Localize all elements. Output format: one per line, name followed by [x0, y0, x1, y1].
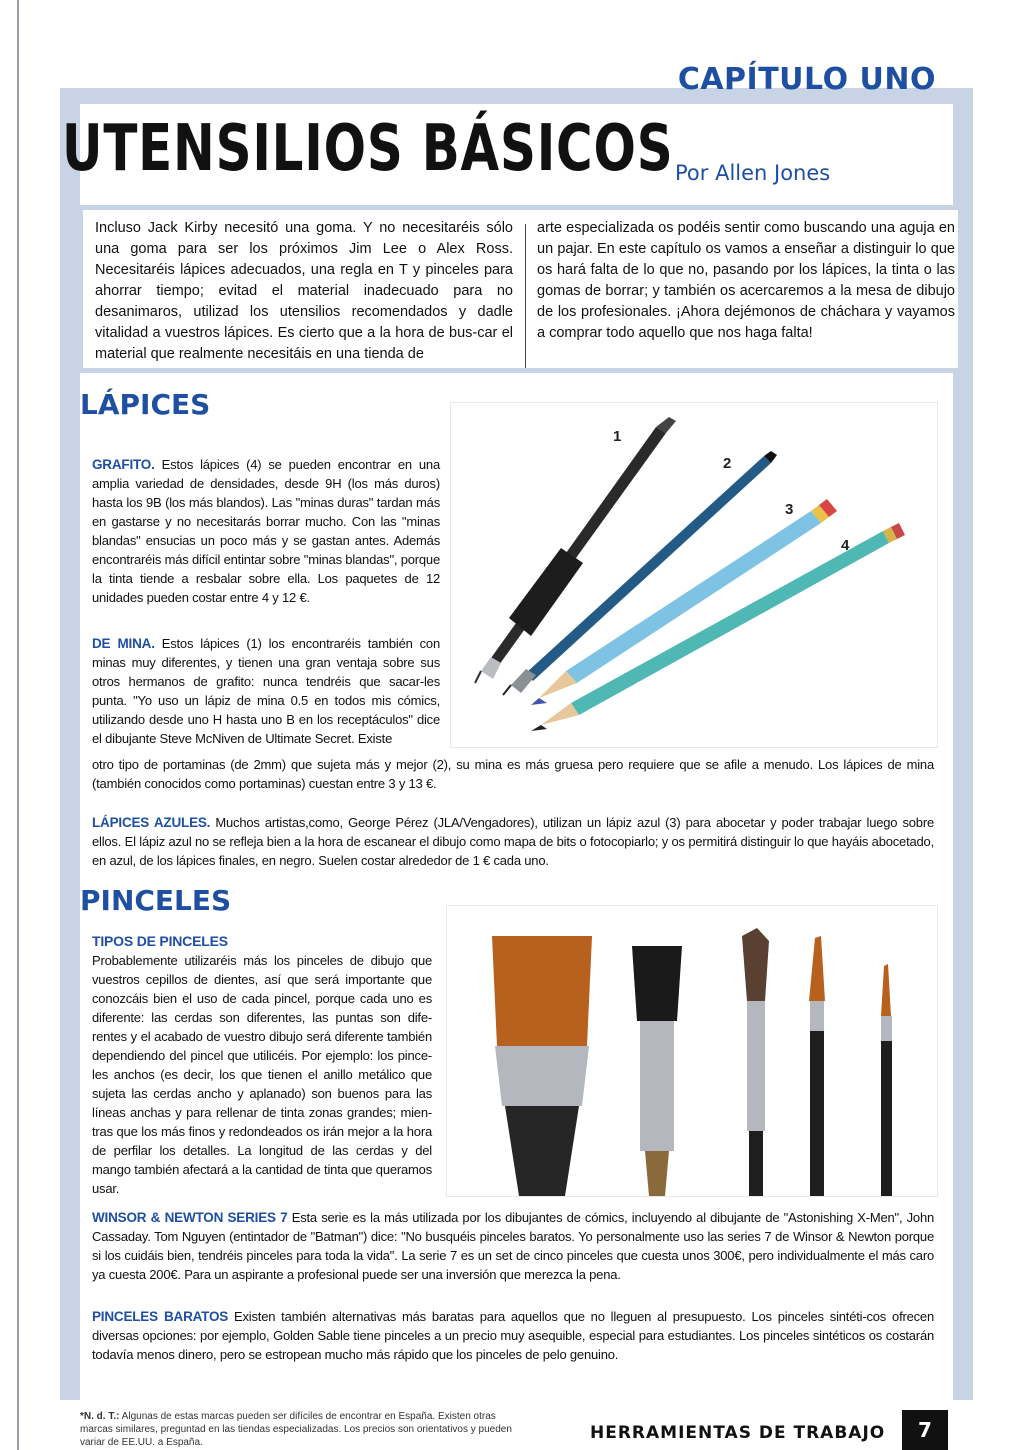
round-brush-small	[809, 936, 825, 1196]
baratos-label: PINCELES BARATOS	[92, 1309, 229, 1324]
azules-text: Muchos artistas,como, George Pérez (JLA/Vengadores), utilizan un lápiz azul (3) para abocetar y poder trabajar luego sobre ellos. El lápiz azul no se refleja bien a la hora de escanear el dibujo como mapa de bits o fotocopiarlo; y os permitirá distinguir lo que hayáis abocetado, en azul, de los lápices finales, en negro. Suelen costar alrededor de 1 € cada uno.	[92, 815, 934, 868]
mechanical-pencil-1	[475, 417, 676, 683]
page-number: 7	[902, 1410, 948, 1450]
brushes-photo	[446, 905, 938, 1197]
winsor-paragraph	[92, 1208, 934, 1284]
mina-paragraph	[92, 634, 440, 748]
section-heading-pinceles: PINCELES	[80, 884, 232, 917]
tipos-label: TIPOS DE PINCELES	[92, 933, 228, 949]
pencils-illustration	[451, 403, 937, 747]
author-byline: Por Allen Jones	[675, 161, 831, 185]
mina-continuation: otro tipo de portaminas (de 2mm) que sujeta más y mejor (2), su mina es más gruesa pero requiere que se afile a menudo. Los lápices de mina (también conocidos como portaminas) cuestan entre 3 y 13 €.	[92, 757, 934, 791]
translator-note	[80, 1410, 520, 1449]
intro-column-1: Incluso Jack Kirby necesitó una goma. Y no necesitaréis sólo una goma para ser los próximos Jim Lee o Alex Ross. Necesitaréis lápices adecuados, una regla en T y pinceles para ahorrar tiempo; evitad el material inadecuado para no desanimaros, utilizad los utensilios recomendados y dadle vitalidad a vuestros lápices. Es cierto que a la hora de bus-car el material que realmente necesitáis en una tienda de	[95, 220, 513, 362]
mina-text: Estos lápices (1) los encontraréis también con minas muy diferentes, y tienen una gran ventaja sobre sus otros hermanos de grafito: nunca tendréis que sacar-les punta. "Yo uso un lápiz de mina 0.5 en todos mis cómics, utilizando desde uno H hasta uno B en los receptáculos" dice el dibujante Steve McNiven de Ultimate Secret. Existe	[92, 636, 440, 746]
translator-note-text: Algunas de estas marcas pueden ser difíciles de encontrar en España. Existen otras marcas similares, preguntad en las tiendas especializadas. Los precios son orientativos y pueden variar de EE.UU. a España.	[80, 1411, 512, 1448]
round-brush-fine	[881, 964, 892, 1196]
baratos-paragraph	[92, 1307, 934, 1364]
grafito-label: GRAFITO.	[92, 457, 155, 472]
page-spine-line	[17, 0, 19, 1450]
flat-brush-narrow	[632, 946, 682, 1196]
photo-number-1: 1	[613, 428, 622, 445]
mina-label: DE MINA.	[92, 636, 155, 651]
round-brush-medium	[742, 928, 769, 1196]
grafito-text: Estos lápices (4) se pueden encontrar en una amplia variedad de densidades, desde 9H (los más duros) hasta los 9B (los más blandos). Las "minas duras" tardan más en gastarse y no necesitarás borrar mucho. Con las "minas blandas" ensucias un poco más y se gastan antes. Además encontraréis más difícil entintar sobre "minas blandas", porque la tinta tiende a resbalar sobre ella. Los paquetes de 12 unidades pueden costar entre 4 y 12 €.	[92, 457, 440, 605]
footer-section-title: HERRAMIENTAS DE TRABAJO	[590, 1423, 886, 1443]
brushes-illustration	[447, 906, 937, 1196]
intro-divider	[525, 224, 526, 368]
translator-note-label: *N. d. T.:	[80, 1411, 120, 1422]
winsor-text: Esta serie es la más utilizada por los dibujantes de cómics, incluyendo al dibujante de "Astonishing X-Men", John Cassaday. Tom Nguyen (entintador de "Batman") dice: "No busquéis pinceles baratos. Yo personalmente uso las series 7 de Winsor & Newton porque si los cuidáis bien, tendréis pinceles para toda la vida". La serie 7 es un set de cinco pinceles que cuesta unos 300€, pero individualmente el más caro ya cuesta 200€. Para un aspirante a profesional puede ser una inversión que merezca la pena.	[92, 1210, 935, 1282]
tipos-paragraph	[92, 931, 432, 1198]
page-title: UTENSILIOS BÁSICOS	[62, 112, 674, 186]
winsor-label: WINSOR & NEWTON SERIES 7	[92, 1210, 288, 1225]
photo-number-4: 4	[841, 537, 850, 554]
azules-paragraph	[92, 813, 934, 870]
pencils-photo	[450, 402, 938, 748]
azules-label: LÁPICES AZULES.	[92, 815, 211, 830]
flat-brush-wide	[492, 936, 592, 1196]
photo-number-2: 2	[723, 455, 732, 472]
photo-number-3: 3	[785, 501, 794, 518]
section-heading-lapices: LÁPICES	[80, 388, 211, 421]
intro-box	[78, 205, 963, 373]
grafito-paragraph	[92, 455, 440, 607]
tipos-text: Probablemente utilizaréis más los pinceles de dibujo que vuestros cepillos de dientes, así que será importante que conozcáis bien el uso de cada pincel, porque cada uno es diferente: las cerdas son diferentes, las puntas son dife-rentes y el acabado de vuestro dibujo será diferente también dependiendo del pincel que utilicéis. Por ejemplo: los pince-les anchos (es decir, los que tienen el anillo metálico que sujeta las cerdas ancho y aplanado) son buenos para las líneas anchas y para rellenar de tinta zonas grandes; mien-tras que los más finos y redondeados os irán mejor a la hora de perfilar los detalles. La longitud de las cerdas y del mango también afectará a la cantidad de tinta que queramos usar.	[92, 953, 432, 1196]
chapter-label: CAPÍTULO UNO	[677, 62, 936, 97]
baratos-text: Existen también alternativas más baratas para aquellos que no lleguen al presupuesto. Los pinceles sintéti-cos ofrecen diversas opciones: por ejemplo, Golden Sable tiene pinceles a un precio muy asequible, especial para estudiantes. Los pinceles sintéticos os costarán todavía menos dinero, pero se estropean mucho más rápido que los pinceles de pelo genuino.	[92, 1309, 934, 1362]
intro-column-2: arte especializada os podéis sentir como buscando una aguja en un pajar. En este capítulo os vamos a enseñar a distinguir lo que os hará falta de lo que no, pasando por los lápices, la tinta o las gomas de borrar; y también os acercaremos a la mesa de dibujo de los profesionales. ¡Ahora dejémonos de cháchara y vayamos a comprar todo aquello que nos haga falta!	[537, 220, 955, 341]
